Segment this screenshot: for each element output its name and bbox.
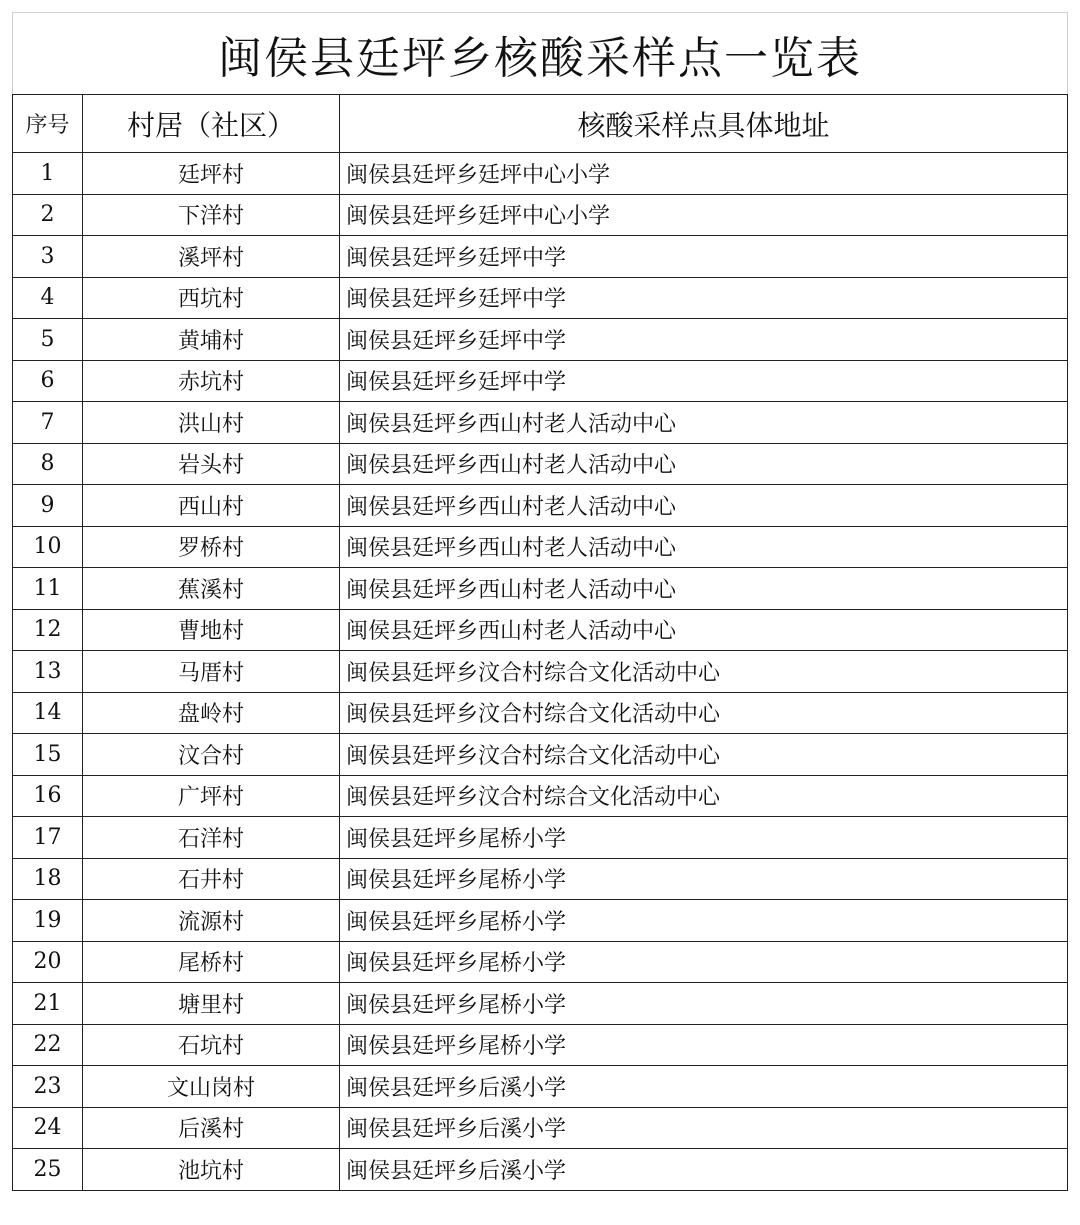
table-row	[13, 277, 1068, 319]
cell-serial-number: 10	[13, 526, 83, 568]
cell-serial-number: 25	[13, 1149, 83, 1191]
cell-address: 闽侯县廷坪乡西山村老人活动中心	[340, 402, 1068, 444]
table-row	[13, 775, 1068, 817]
cell-serial-number: 15	[13, 734, 83, 776]
cell-address: 闽侯县廷坪乡西山村老人活动中心	[340, 485, 1068, 527]
cell-address: 闽侯县廷坪乡西山村老人活动中心	[340, 526, 1068, 568]
table-row	[13, 153, 1068, 195]
table-row	[13, 194, 1068, 236]
table-row	[13, 900, 1068, 942]
cell-village: 尾桥村	[83, 941, 340, 983]
table-row	[13, 360, 1068, 402]
table-row	[13, 443, 1068, 485]
cell-serial-number: 12	[13, 609, 83, 651]
cell-serial-number: 18	[13, 858, 83, 900]
cell-address: 闽侯县廷坪乡西山村老人活动中心	[340, 609, 1068, 651]
table-row	[13, 609, 1068, 651]
cell-village: 溪坪村	[83, 236, 340, 278]
cell-address: 闽侯县廷坪乡廷坪中学	[340, 236, 1068, 278]
header-serial-number: 序号	[13, 95, 83, 153]
cell-village: 岩头村	[83, 443, 340, 485]
cell-serial-number: 14	[13, 692, 83, 734]
cell-serial-number: 11	[13, 568, 83, 610]
cell-village: 广坪村	[83, 775, 340, 817]
table-row	[13, 692, 1068, 734]
cell-village: 后溪村	[83, 1107, 340, 1149]
table-row	[13, 651, 1068, 693]
cell-village: 池坑村	[83, 1149, 340, 1191]
cell-village: 下洋村	[83, 194, 340, 236]
cell-village: 蕉溪村	[83, 568, 340, 610]
cell-address: 闽侯县廷坪乡廷坪中学	[340, 319, 1068, 361]
table-row	[13, 1107, 1068, 1149]
cell-village: 黄埔村	[83, 319, 340, 361]
table-row	[13, 319, 1068, 361]
cell-serial-number: 21	[13, 983, 83, 1025]
page-title: 闽侯县廷坪乡核酸采样点一览表	[218, 32, 862, 84]
cell-address: 闽侯县廷坪乡后溪小学	[340, 1066, 1068, 1108]
cell-serial-number: 23	[13, 1066, 83, 1108]
cell-village: 赤坑村	[83, 360, 340, 402]
cell-serial-number: 22	[13, 1024, 83, 1066]
cell-address: 闽侯县廷坪乡后溪小学	[340, 1149, 1068, 1191]
cell-address: 闽侯县廷坪乡尾桥小学	[340, 817, 1068, 859]
table-body	[13, 153, 1068, 1191]
table-row	[13, 734, 1068, 776]
cell-address: 闽侯县廷坪乡廷坪中学	[340, 360, 1068, 402]
cell-serial-number: 9	[13, 485, 83, 527]
header-address: 核酸采样点具体地址	[340, 95, 1068, 153]
cell-village: 罗桥村	[83, 526, 340, 568]
table-row	[13, 402, 1068, 444]
table-row	[13, 817, 1068, 859]
cell-serial-number: 7	[13, 402, 83, 444]
table-row	[13, 568, 1068, 610]
cell-address: 闽侯县廷坪乡廷坪中心小学	[340, 153, 1068, 195]
table-row	[13, 941, 1068, 983]
cell-village: 石井村	[83, 858, 340, 900]
cell-address: 闽侯县廷坪乡西山村老人活动中心	[340, 443, 1068, 485]
table-row	[13, 983, 1068, 1025]
cell-village: 廷坪村	[83, 153, 340, 195]
cell-address: 闽侯县廷坪乡尾桥小学	[340, 900, 1068, 942]
cell-serial-number: 8	[13, 443, 83, 485]
cell-serial-number: 4	[13, 277, 83, 319]
cell-serial-number: 5	[13, 319, 83, 361]
cell-address: 闽侯县廷坪乡汶合村综合文化活动中心	[340, 734, 1068, 776]
cell-address: 闽侯县廷坪乡尾桥小学	[340, 858, 1068, 900]
cell-village: 石坑村	[83, 1024, 340, 1066]
table-header-row	[13, 95, 1068, 153]
cell-serial-number: 24	[13, 1107, 83, 1149]
cell-serial-number: 3	[13, 236, 83, 278]
cell-village: 石洋村	[83, 817, 340, 859]
cell-address: 闽侯县廷坪乡西山村老人活动中心	[340, 568, 1068, 610]
cell-address: 闽侯县廷坪乡尾桥小学	[340, 941, 1068, 983]
cell-serial-number: 2	[13, 194, 83, 236]
table-row	[13, 1149, 1068, 1191]
table-row	[13, 485, 1068, 527]
cell-address: 闽侯县廷坪乡廷坪中心小学	[340, 194, 1068, 236]
cell-address: 闽侯县廷坪乡尾桥小学	[340, 1024, 1068, 1066]
cell-village: 文山岗村	[83, 1066, 340, 1108]
header-village: 村居（社区）	[83, 95, 340, 153]
table-row	[13, 1066, 1068, 1108]
cell-address: 闽侯县廷坪乡廷坪中学	[340, 277, 1068, 319]
cell-village: 西山村	[83, 485, 340, 527]
title-box	[12, 12, 1068, 94]
cell-village: 盘岭村	[83, 692, 340, 734]
cell-village: 西坑村	[83, 277, 340, 319]
table-row	[13, 858, 1068, 900]
sampling-sites-table	[12, 94, 1068, 1191]
cell-serial-number: 17	[13, 817, 83, 859]
cell-address: 闽侯县廷坪乡后溪小学	[340, 1107, 1068, 1149]
cell-address: 闽侯县廷坪乡汶合村综合文化活动中心	[340, 651, 1068, 693]
table-row	[13, 526, 1068, 568]
cell-village: 汶合村	[83, 734, 340, 776]
cell-village: 马厝村	[83, 651, 340, 693]
cell-serial-number: 1	[13, 153, 83, 195]
cell-village: 塘里村	[83, 983, 340, 1025]
cell-village: 流源村	[83, 900, 340, 942]
cell-serial-number: 19	[13, 900, 83, 942]
cell-serial-number: 20	[13, 941, 83, 983]
table-row	[13, 236, 1068, 278]
cell-village: 曹地村	[83, 609, 340, 651]
cell-serial-number: 13	[13, 651, 83, 693]
sampling-sites-sheet	[12, 12, 1068, 1191]
cell-serial-number: 6	[13, 360, 83, 402]
table-row	[13, 1024, 1068, 1066]
cell-address: 闽侯县廷坪乡汶合村综合文化活动中心	[340, 775, 1068, 817]
cell-serial-number: 16	[13, 775, 83, 817]
cell-address: 闽侯县廷坪乡尾桥小学	[340, 983, 1068, 1025]
cell-address: 闽侯县廷坪乡汶合村综合文化活动中心	[340, 692, 1068, 734]
cell-village: 洪山村	[83, 402, 340, 444]
